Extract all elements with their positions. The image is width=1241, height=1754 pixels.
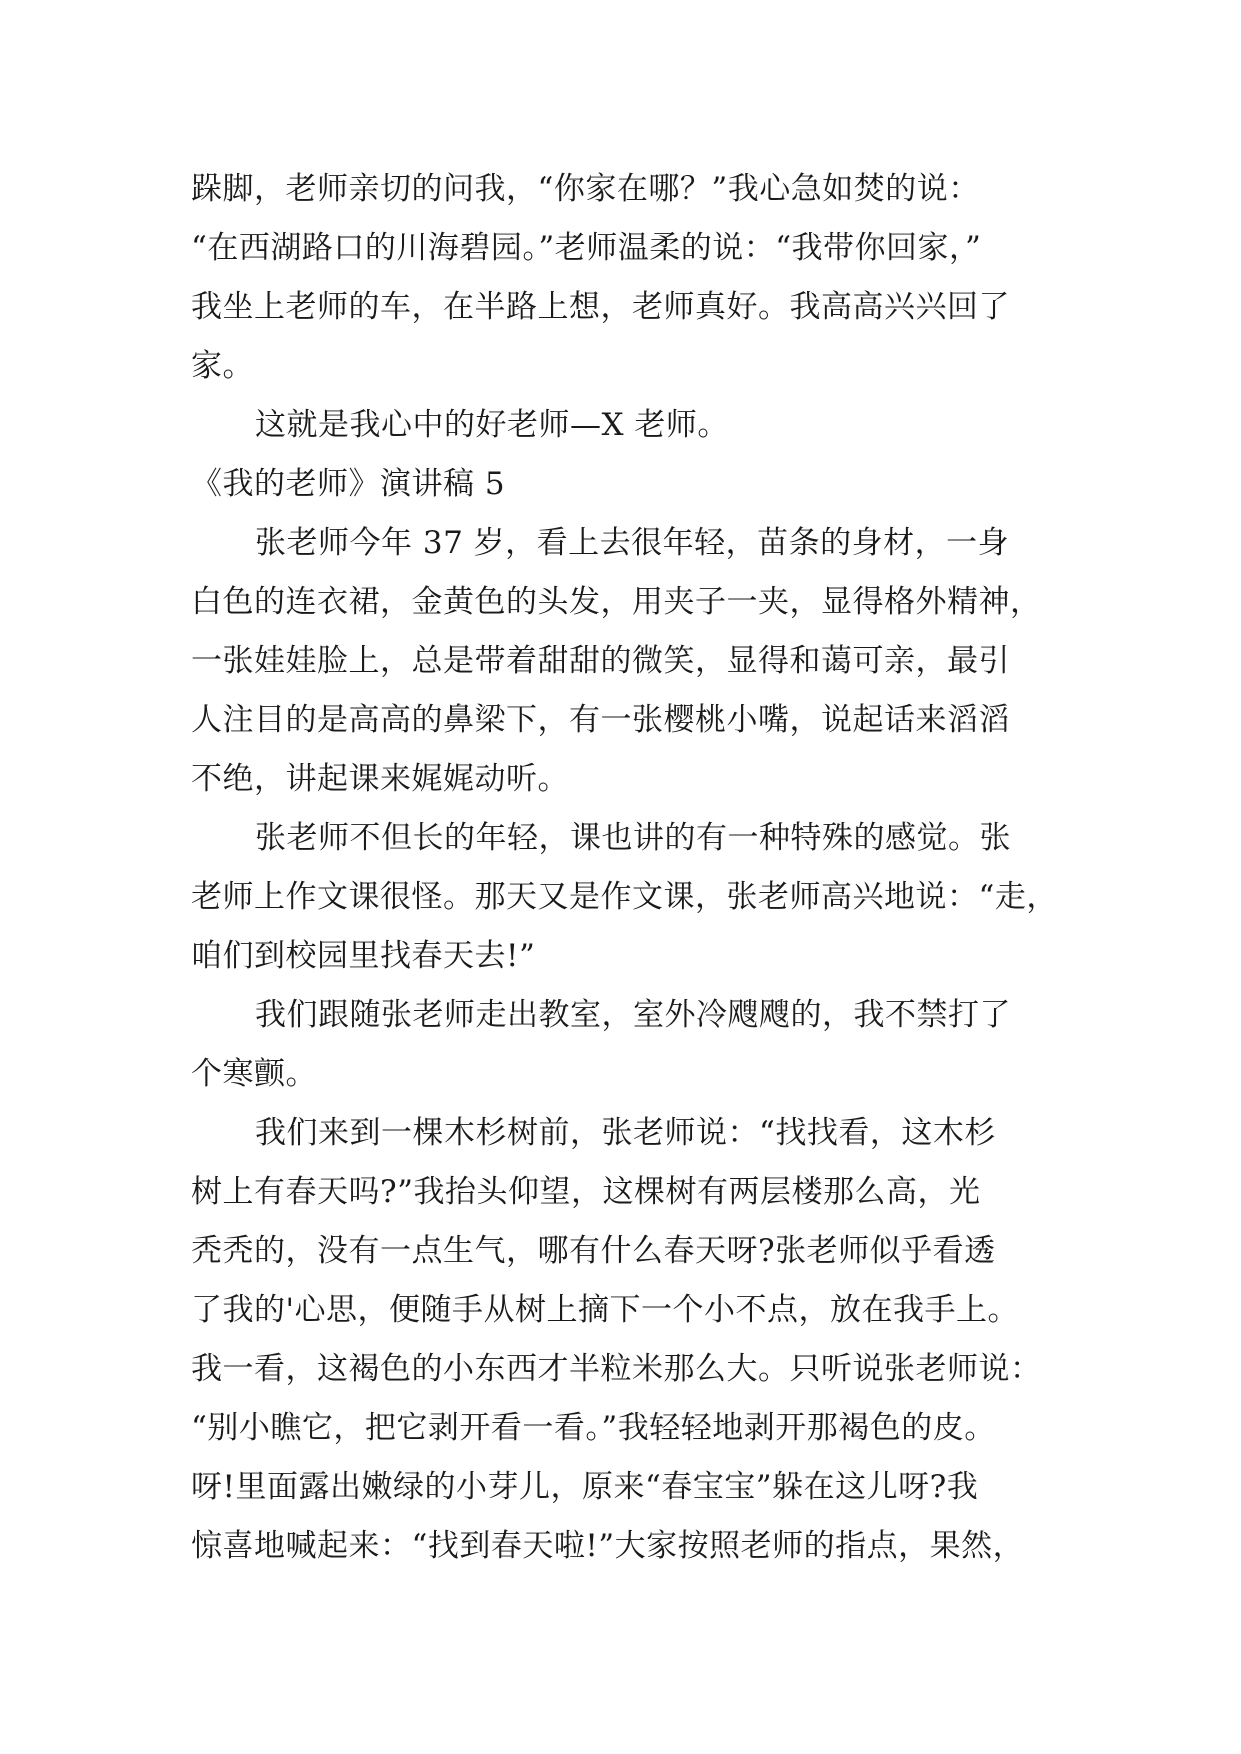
text-line: 一张娃娃脸上，总是带着甜甜的微笑，显得和蔼可亲，最引 [191,643,1010,679]
text-line: “别小瞧它，把它剥开看一看。”我轻轻地剥开那褐色的皮。 [191,1410,996,1446]
text-line: 张老师今年 37 岁，看上去很年轻，苗条的身材，一身 [255,525,1010,561]
text-line: 这就是我心中的好老师—X 老师。 [255,407,729,443]
text-line: 了我的'心思，便随手从树上摘下一个小不点，放在我手上。 [191,1292,1020,1328]
text-line: 跺脚，老师亲切的问我，“你家在哪？”我心急如焚的说： [191,171,980,207]
text-line: 人注目的是高高的鼻梁下，有一张樱桃小嘴，说起话来滔滔 [191,702,1010,738]
text-line: 秃秃的，没有一点生气，哪有什么春天呀?张老师似乎看透 [191,1233,996,1269]
text-line: 我们来到一棵木杉树前，张老师说：“找找看，这木杉 [255,1115,996,1151]
text-line: 个寒颤。 [191,1056,317,1092]
text-line: 我一看，这褐色的小东西才半粒米那么大。只听说张老师说： [191,1351,1042,1387]
text-line: 老师上作文课很怪。那天又是作文课，张老师高兴地说：“走， [191,879,1058,915]
text-line: 白色的连衣裙，金黄色的头发，用夹子一夹，显得格外精神， [191,584,1042,620]
text-line: 呀!里面露出嫩绿的小芽儿，原来“春宝宝”躲在这儿呀?我 [191,1469,979,1505]
text-line: 家。 [191,348,254,384]
text-line: 不绝，讲起课来娓娓动听。 [191,761,569,797]
text-line: 咱们到校园里找春天去!” [191,938,536,974]
section-heading: 《我的老师》演讲稿 5 [191,466,506,502]
text-line: 惊喜地喊起来：“找到春天啦!”大家按照老师的指点，果然， [191,1528,1025,1564]
text-line: 我们跟随张老师走出教室，室外冷飕飕的，我不禁打了 [255,997,1011,1033]
text-line: 树上有春天吗?”我抬头仰望，这棵树有两层楼那么高，光 [191,1174,981,1210]
text-line: 我坐上老师的车，在半路上想，老师真好。我高高兴兴回了 [191,289,1010,325]
document-body [191,160,1071,1576]
text-line: “在西湖路口的川海碧园。”老师温柔的说：“我带你回家，” [191,230,982,266]
text-line: 张老师不但长的年轻，课也讲的有一种特殊的感觉。张 [255,820,1011,856]
